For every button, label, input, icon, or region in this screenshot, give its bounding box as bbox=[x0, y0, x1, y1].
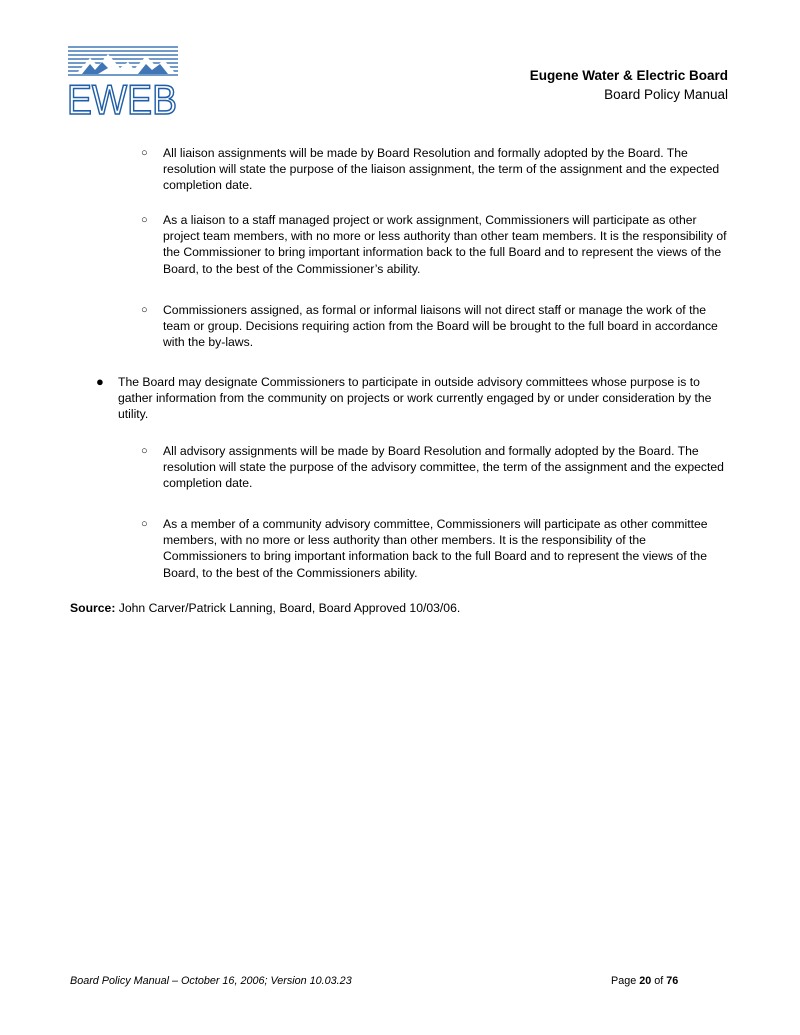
source-line bbox=[70, 600, 460, 616]
page-of: of bbox=[654, 975, 664, 987]
page-total: 76 bbox=[666, 975, 679, 987]
page-current: 20 bbox=[639, 975, 652, 987]
circle-bullet-icon: ○ bbox=[141, 445, 148, 457]
list-item: As a liaison to a staff managed project or work assignment, Commissioners will participate as other project team members, with no more or less authority than other team members. It is the responsibility of the Commissioner to bring important information back to the full Board and to represent the views of the Board, to the best of the Commissioner’s ability. bbox=[163, 213, 727, 276]
page-prefix: Page bbox=[611, 975, 637, 987]
list-item: All liaison assignments will be made by Board Resolution and formally adopted by the Board. The resolution will state the purpose of the liaison assignment, the term of the assignment and the expected completion date. bbox=[163, 146, 720, 193]
circle-bullet-icon: ○ bbox=[141, 304, 148, 316]
bullet-icon: ● bbox=[96, 374, 104, 389]
footer-title: Board Policy Manual – October 16, 2006; Version 10.03.23 bbox=[70, 975, 352, 987]
source-label: Source: bbox=[70, 601, 116, 615]
list-item: Commissioners assigned, as formal or informal liaisons will not direct staff or manage the work of the team or group. Decisions requiring action from the Board will be brought to the full board in accordance with the by-laws. bbox=[163, 303, 718, 350]
page-number bbox=[611, 975, 678, 987]
eweb-logo bbox=[67, 44, 178, 123]
source-text: John Carver/Patrick Lanning, Board, Board Approved 10/03/06. bbox=[118, 601, 461, 615]
circle-bullet-icon: ○ bbox=[141, 214, 148, 226]
list-item: As a member of a community advisory committee, Commissioners will participate as other committee members, with no more or less authority than other members. It is the responsibility of the Commissioners to bring important information back to the full Board and to represent the views of the Board, to the best of the Commissioners ability. bbox=[163, 517, 708, 580]
circle-bullet-icon: ○ bbox=[141, 518, 148, 530]
list-item: All advisory assignments will be made by Board Resolution and formally adopted by the Board. The resolution will state the purpose of the advisory committee, the term of the assignment and the expected completion date. bbox=[163, 444, 724, 491]
circle-bullet-icon: ○ bbox=[141, 147, 148, 159]
logo-text: EWEB bbox=[67, 76, 177, 123]
manual-name: Board Policy Manual bbox=[604, 87, 728, 102]
organization-name: Eugene Water & Electric Board bbox=[529, 68, 728, 83]
bullet-item: The Board may designate Commissioners to participate in outside advisory committees whose purpose is to gather information from the community on projects or work currently engaged by or under consideration by the utility. bbox=[118, 375, 712, 422]
